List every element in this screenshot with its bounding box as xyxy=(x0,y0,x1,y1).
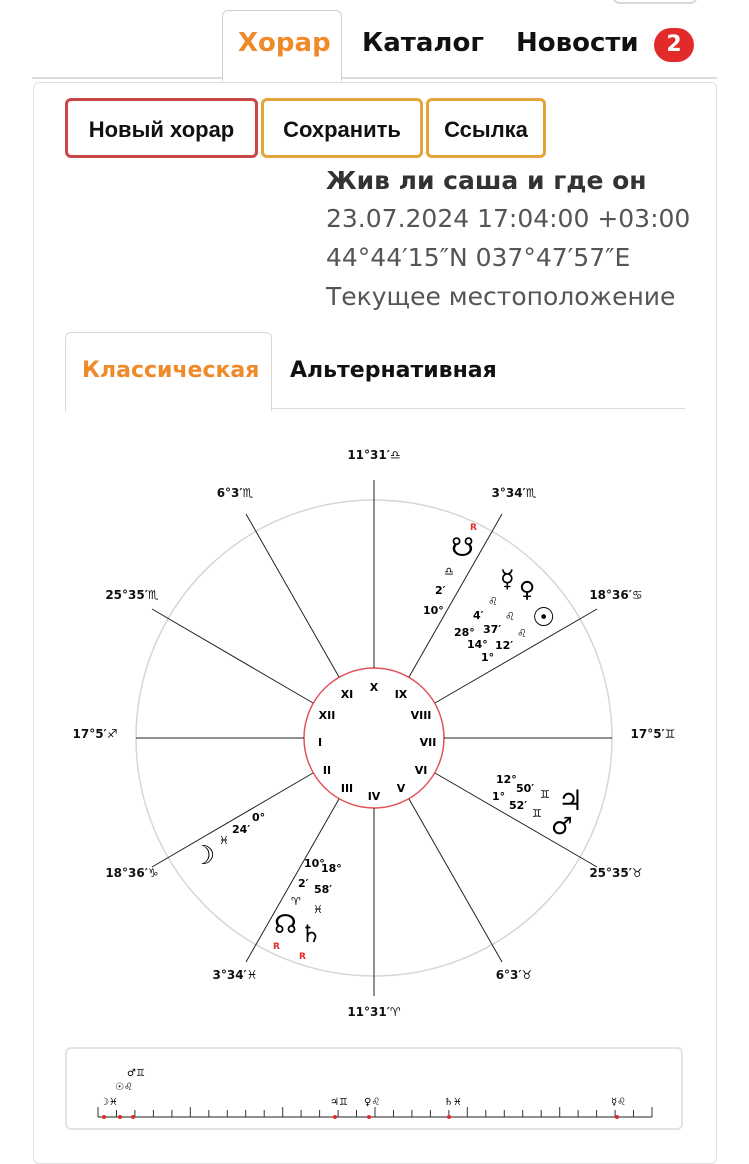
jupiter-icon: ♃ xyxy=(558,784,584,817)
house-numeral-xii: XII xyxy=(318,709,336,722)
strip-position-marker xyxy=(102,1115,106,1119)
house-numeral-iv: IV xyxy=(367,790,381,803)
venus-sign: ♌ xyxy=(505,610,515,623)
moon-sign: ♓ xyxy=(219,834,229,847)
tab-classic[interactable]: Классическая xyxy=(82,358,260,383)
mars-sign: ♊ xyxy=(532,807,542,820)
sun-icon: ☉ xyxy=(532,603,556,633)
cusp-label-vi: 25°35′♉ xyxy=(589,866,643,880)
mars-degrees: 1° xyxy=(492,790,506,803)
moon-icon: ☽ xyxy=(192,841,216,871)
strip-label-mercury: ☿♌ xyxy=(611,1097,627,1108)
new-horar-button[interactable]: Новый хорар xyxy=(65,98,258,158)
cusp-label-ii: 18°36′♑ xyxy=(105,866,159,880)
house-numeral-vii: VII xyxy=(419,736,437,749)
south-node-icon: ☋ xyxy=(451,533,475,563)
strip-label-moon: ☽♓ xyxy=(100,1097,118,1108)
jupiter-minutes: 50′ xyxy=(516,782,535,795)
north-node-minutes: 2′ xyxy=(298,877,309,890)
jupiter-sign: ♊ xyxy=(540,788,550,801)
mars-icon: ♂ xyxy=(551,812,573,840)
cusp-label-iii: 3°34′♓ xyxy=(212,968,258,982)
cusp-line-ii xyxy=(152,773,313,867)
planet-position-strip xyxy=(65,1047,683,1130)
south-node-retro: R xyxy=(470,523,477,533)
house-numeral-i: I xyxy=(317,736,323,749)
horary-wheel xyxy=(60,430,690,1040)
house-numeral-xi: XI xyxy=(340,688,354,701)
house-numeral-x: X xyxy=(369,681,379,694)
strip-label-saturn: ♄♓ xyxy=(444,1097,462,1108)
house-numeral-viii: VIII xyxy=(410,709,432,722)
cusp-line-v xyxy=(409,799,502,962)
cusp-line-xii xyxy=(152,609,313,703)
cusp-label-ix: 3°34′♏ xyxy=(491,486,537,500)
saturn-sign: ♓ xyxy=(313,903,323,916)
north-node-degrees: 10° xyxy=(304,857,325,870)
mercury-icon: ☿ xyxy=(500,565,515,593)
saturn-minutes: 58′ xyxy=(314,883,333,896)
tab-horar[interactable]: Хорар xyxy=(238,28,331,58)
house-numeral-iii: III xyxy=(340,782,354,795)
strip-label-mars: ♂♊ xyxy=(127,1068,145,1079)
venus-minutes: 37′ xyxy=(483,623,502,636)
saturn-icon: ♄ xyxy=(300,920,322,948)
cusp-label-xii: 25°35′♏ xyxy=(105,588,159,602)
strip-position-marker xyxy=(333,1115,337,1119)
strip-position-marker xyxy=(131,1115,135,1119)
strip-label-venus: ♀♌ xyxy=(364,1097,381,1108)
cusp-label-iv: 11°31′♈ xyxy=(347,1005,401,1019)
strip-label-jupiter: ♃♊ xyxy=(330,1097,348,1108)
sun-minutes: 12′ xyxy=(495,639,514,652)
tab-news[interactable]: Новости xyxy=(516,28,639,58)
saturn-retro: R xyxy=(299,952,306,962)
south-node-sign: ♎ xyxy=(444,565,454,578)
mercury-degrees: 28° xyxy=(454,626,475,639)
moon-degrees: 0° xyxy=(252,811,266,824)
cusp-label-viii: 18°36′♋ xyxy=(589,588,643,602)
jupiter-degrees: 12° xyxy=(496,773,517,786)
north-node-icon: ☊ xyxy=(274,910,298,940)
chart-coordinates: 44°44′15″N 037°47′57″E xyxy=(326,243,631,272)
tab-catalog[interactable]: Каталог xyxy=(362,28,484,58)
chart-location: Текущее местоположение xyxy=(326,282,676,311)
strip-position-marker xyxy=(118,1115,122,1119)
mercury-minutes: 4′ xyxy=(473,609,484,622)
cusp-line-xi xyxy=(246,514,339,677)
strip-label-sun: ☉♌ xyxy=(115,1082,133,1093)
tabs-divider xyxy=(32,77,717,79)
chart-question: Жив ли саша и где он xyxy=(326,166,647,195)
house-numeral-vi: VI xyxy=(414,764,428,777)
strip-scale xyxy=(67,1049,681,1128)
north-node-sign: ♈ xyxy=(291,895,301,908)
venus-icon: ♀ xyxy=(519,578,536,603)
north-node-retro: R xyxy=(273,942,280,952)
strip-position-marker xyxy=(447,1115,451,1119)
save-button[interactable]: Сохранить xyxy=(261,98,423,158)
house-numeral-ii: II xyxy=(322,764,332,777)
cusp-label-vii: 17°5′♊ xyxy=(630,727,676,741)
news-count-badge: 2 xyxy=(654,28,694,62)
cusp-label-i: 17°5′♐ xyxy=(72,727,118,741)
chart-datetime: 23.07.2024 17:04:00 +03:00 xyxy=(326,204,691,233)
sun-sign: ♌ xyxy=(517,627,527,640)
south-node-degrees: 10° xyxy=(423,604,444,617)
cusp-line-viii xyxy=(435,609,597,703)
house-numeral-ix: IX xyxy=(394,688,408,701)
strip-position-marker xyxy=(615,1115,619,1119)
saturn-degrees: 18° xyxy=(321,862,342,875)
tab-alternative[interactable]: Альтернативная xyxy=(290,358,497,383)
main-tabs xyxy=(0,0,749,80)
strip-position-marker xyxy=(367,1115,371,1119)
house-numeral-v: V xyxy=(396,782,406,795)
cusp-label-v: 6°3′♉ xyxy=(495,968,533,982)
venus-degrees: 14° xyxy=(467,638,488,651)
moon-minutes: 24′ xyxy=(232,823,251,836)
cusp-label-xi: 6°3′♏ xyxy=(216,486,254,500)
mars-minutes: 52′ xyxy=(509,799,528,812)
cusp-label-x: 11°31′♎ xyxy=(347,448,401,462)
link-button[interactable]: Ссылка xyxy=(426,98,546,158)
mercury-sign: ♌ xyxy=(488,595,498,608)
sun-degrees: 1° xyxy=(481,651,495,664)
south-node-minutes: 2′ xyxy=(435,584,446,597)
